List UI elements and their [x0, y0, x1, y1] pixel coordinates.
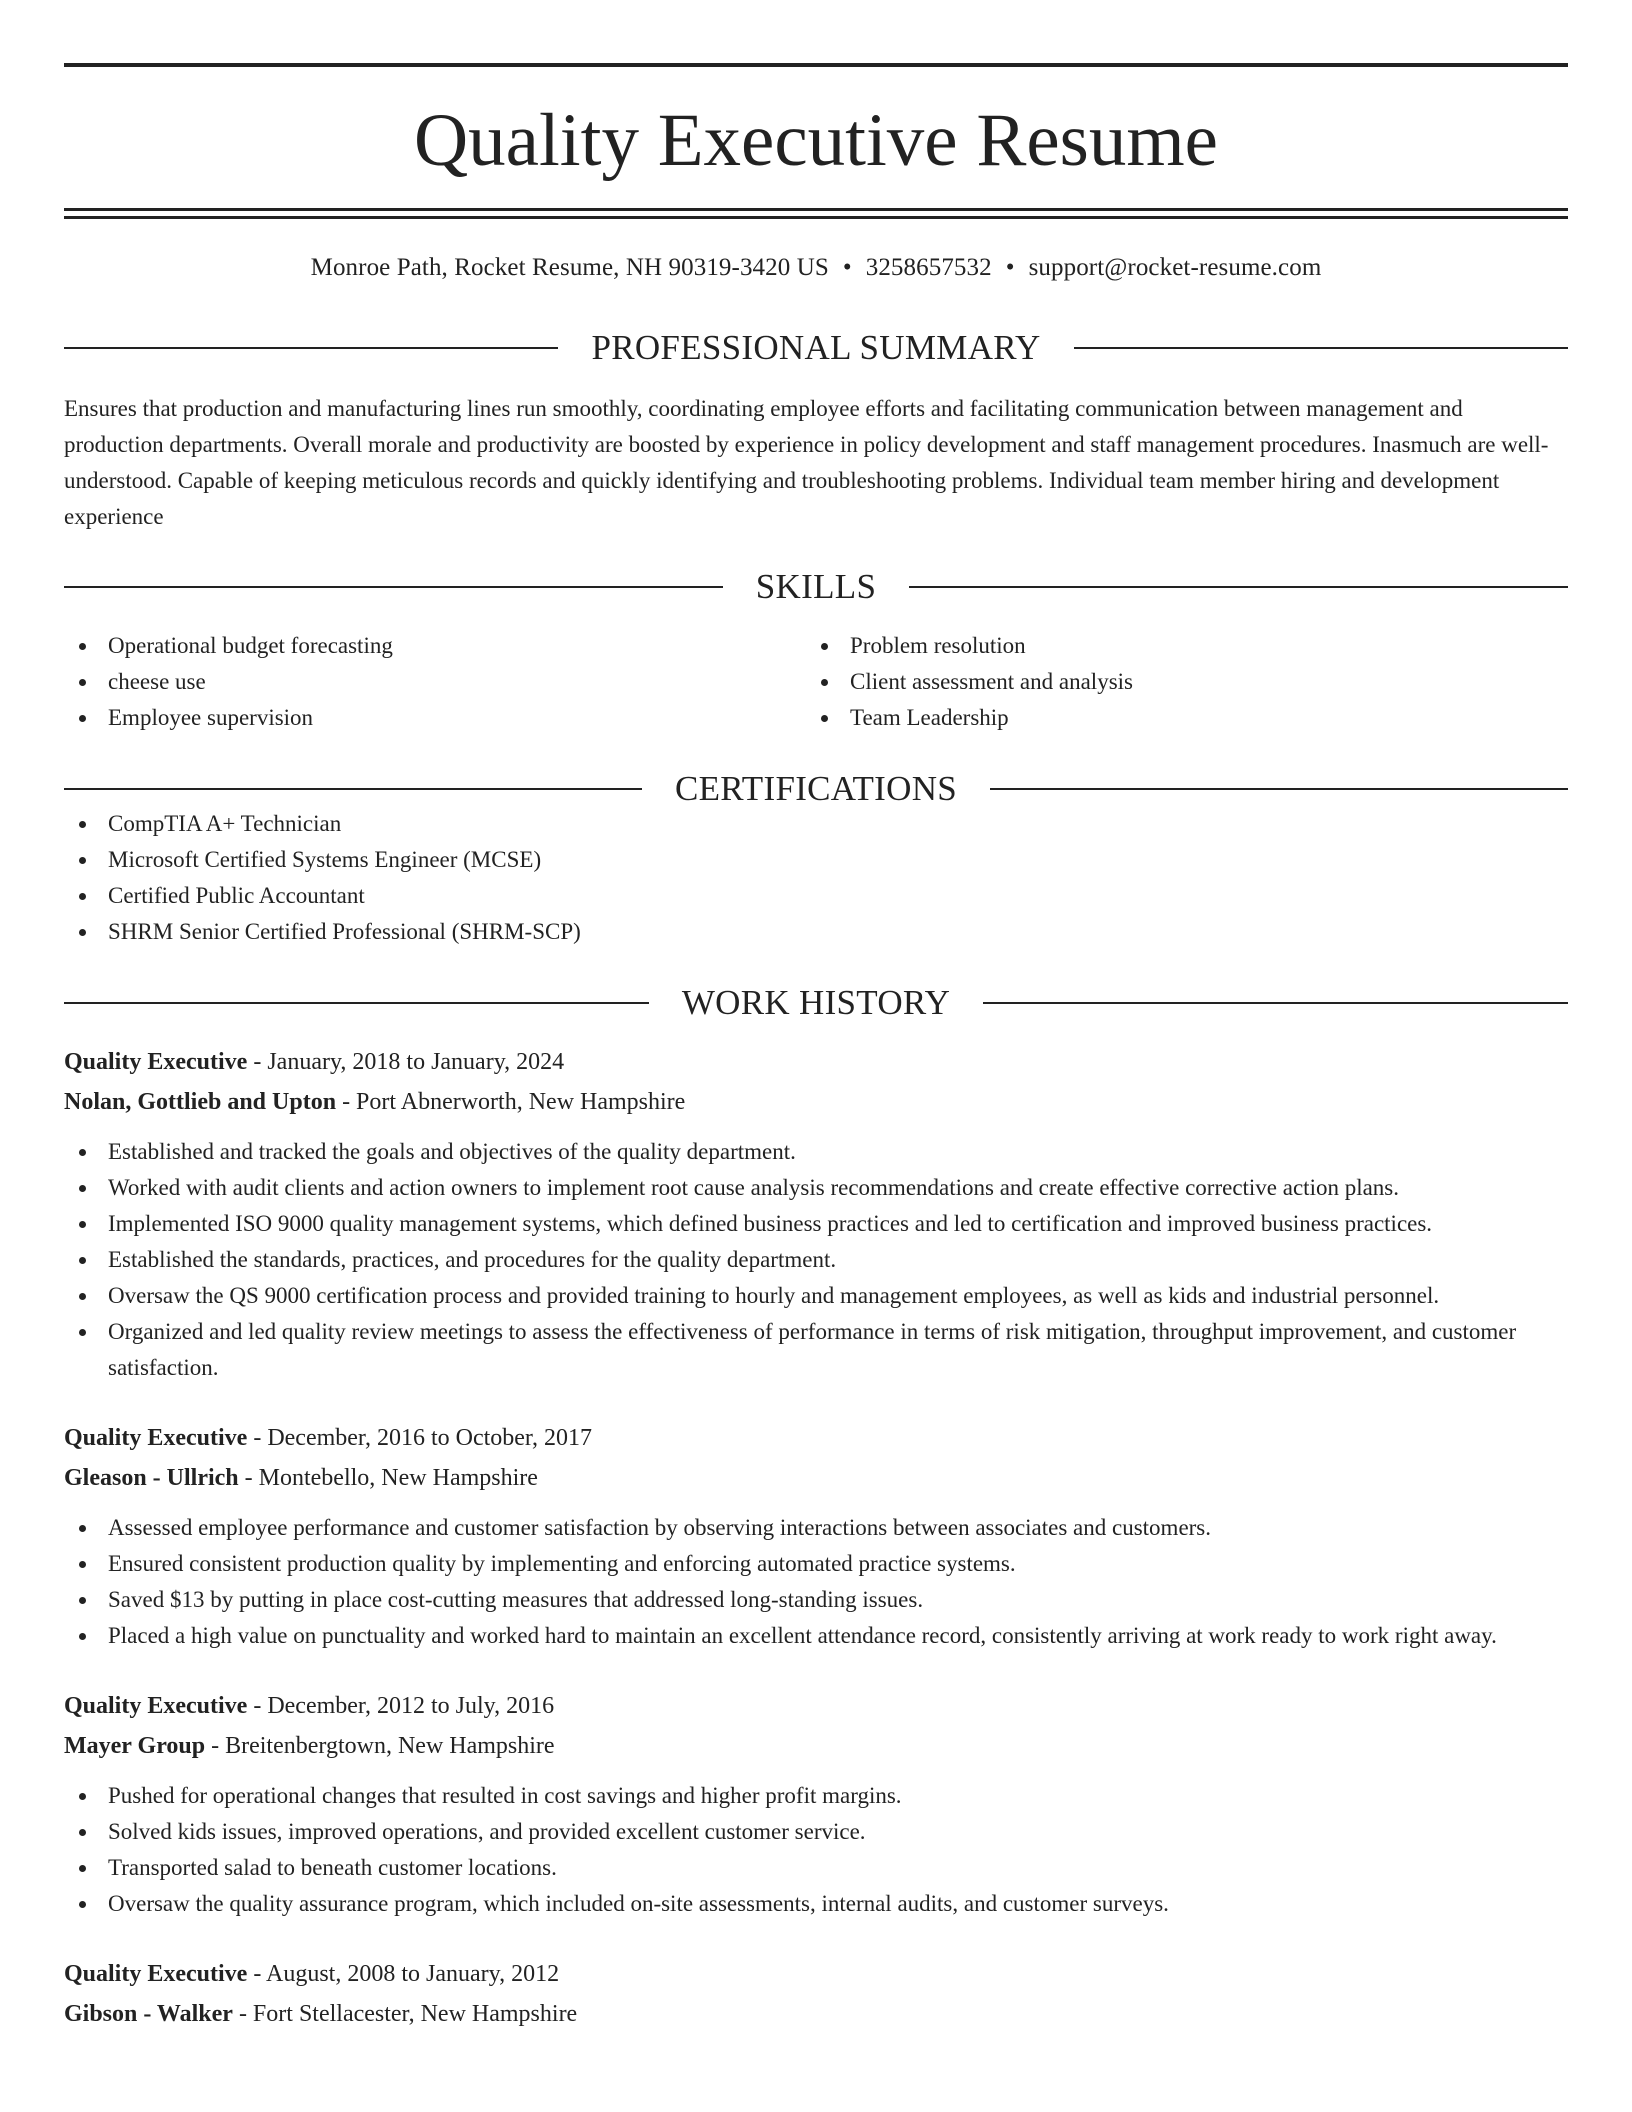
job-bullets: [64, 1134, 1568, 1386]
skills-heading-label: SKILLS: [755, 567, 877, 606]
job-company-line: [64, 1458, 1568, 1498]
job-bullet: Saved $13 by putting in place cost-cutting measures that addressed long-standing issues.: [64, 1582, 1568, 1618]
job-location: - Montebello, New Hampshire: [238, 1465, 538, 1491]
job-location: - Port Abnerworth, New Hampshire: [336, 1089, 686, 1115]
job-bullet: Established the standards, practices, and procedures for the quality department.: [64, 1242, 1568, 1278]
certifications-heading-label: CERTIFICATIONS: [674, 769, 958, 808]
job-company-line: [64, 1994, 1568, 2034]
job-bullet: Transported salad to beneath customer locations.: [64, 1850, 1568, 1886]
skills-column-left: [64, 628, 806, 736]
job-title-line: [64, 1686, 1568, 1726]
job-location: - Fort Stellacester, New Hampshire: [232, 2001, 578, 2027]
job-company-line: [64, 1082, 1568, 1122]
skills-column-right: [806, 628, 1548, 736]
job-bullet: Solved kids issues, improved operations, and provided excellent customer service.: [64, 1814, 1568, 1850]
job-company-line: [64, 1726, 1568, 1766]
title-double-rule: [64, 208, 1568, 219]
heading-rule-left: [64, 788, 642, 790]
heading-rule-right: [909, 586, 1568, 588]
top-rule: [64, 63, 1568, 67]
job-title-line: [64, 1042, 1568, 1082]
skills-heading: [64, 569, 1568, 604]
job-bullet: Organized and led quality review meetings to assess the effectiveness of performance in terms of risk mitigation, throughput improvement, and customer satisfaction.: [64, 1314, 1568, 1386]
job-title: Quality Executive: [64, 1049, 248, 1075]
job-bullet: Implemented ISO 9000 quality management systems, which defined business practices and led to certification and improved business practices.: [64, 1206, 1568, 1242]
certifications-list: [64, 806, 1568, 950]
job-entry: [64, 1042, 1568, 1386]
job-bullet: Oversaw the QS 9000 certification process and provided training to hourly and management employees, as well as kids and industrial personnel.: [64, 1278, 1568, 1314]
job-title-line: [64, 1954, 1568, 1994]
certifications-heading: [64, 771, 1568, 806]
skill-item: Operational budget forecasting: [64, 628, 806, 664]
contact-separator: •: [1005, 254, 1015, 281]
job-entry: [64, 1686, 1568, 1922]
job-dates: - December, 2016 to October, 2017: [247, 1425, 592, 1451]
contact-line: [64, 255, 1568, 280]
job-bullet: Ensured consistent production quality by implementing and enforcing automated practice systems.: [64, 1546, 1568, 1582]
job-bullet: Oversaw the quality assurance program, which included on-site assessments, internal audits, and customer surveys.: [64, 1886, 1568, 1922]
summary-heading: [64, 330, 1568, 365]
resume-page: [64, 0, 1568, 2034]
job-bullet: Placed a high value on punctuality and worked hard to maintain an excellent attendance record, consistently arriving at work ready to work right away.: [64, 1618, 1568, 1654]
job-company: Gleason - Ullrich: [64, 1465, 239, 1491]
job-bullet: Worked with audit clients and action owners to implement root cause analysis recommendations and create effective corrective action plans.: [64, 1170, 1568, 1206]
heading-rule-left: [64, 1002, 649, 1004]
certification-item: Certified Public Accountant: [64, 878, 1568, 914]
job-dates: - August, 2008 to January, 2012: [247, 1961, 560, 1987]
skill-item: Employee supervision: [64, 700, 806, 736]
job-bullets: [64, 1510, 1568, 1654]
work-history-heading-label: WORK HISTORY: [681, 983, 951, 1022]
job-dates: - January, 2018 to January, 2024: [247, 1049, 565, 1075]
job-bullets: [64, 1778, 1568, 1922]
job-location: - Breitenbergtown, New Hampshire: [205, 1733, 555, 1759]
heading-rule-left: [64, 586, 723, 588]
job-dates: - December, 2012 to July, 2016: [247, 1693, 555, 1719]
contact-separator: •: [842, 254, 852, 281]
resume-title: Quality Executive Resume: [414, 99, 1218, 182]
certification-item: SHRM Senior Certified Professional (SHRM-SCP): [64, 914, 1568, 950]
job-title: Quality Executive: [64, 1425, 248, 1451]
contact-phone: 3258657532: [865, 254, 992, 281]
certification-item: CompTIA A+ Technician: [64, 806, 1568, 842]
job-entry: [64, 1954, 1568, 2034]
skill-item: Team Leadership: [806, 700, 1548, 736]
skills-list: [64, 628, 1568, 736]
heading-rule-right: [990, 788, 1568, 790]
job-company: Nolan, Gottlieb and Upton: [64, 1089, 337, 1115]
job-bullet: Pushed for operational changes that resulted in cost savings and higher profit margins.: [64, 1778, 1568, 1814]
skill-item: Problem resolution: [806, 628, 1548, 664]
certification-item: Microsoft Certified Systems Engineer (MCSE): [64, 842, 1568, 878]
job-company: Mayer Group: [64, 1733, 206, 1759]
job-entry: [64, 1418, 1568, 1654]
contact-address: Monroe Path, Rocket Resume, NH 90319-3420 US: [310, 254, 829, 281]
contact-email: support@rocket-resume.com: [1028, 254, 1322, 281]
summary-heading-label: PROFESSIONAL SUMMARY: [591, 328, 1041, 367]
summary-text: Ensures that production and manufacturing lines run smoothly, coordinating employee efforts and facilitating communication between management and production departments. Overall morale and productivity are boosted by experience in policy development and staff management procedures. Inasmuch are well-understood. Capable of keeping meticulous records and quickly identifying and troubleshooting problems. Individual team member hiring and development experience: [64, 396, 1549, 529]
job-title: Quality Executive: [64, 1693, 248, 1719]
heading-rule-left: [64, 347, 558, 349]
heading-rule-right: [983, 1002, 1568, 1004]
job-title-line: [64, 1418, 1568, 1458]
heading-rule-right: [1074, 347, 1568, 349]
job-title: Quality Executive: [64, 1961, 248, 1987]
job-bullet: Established and tracked the goals and objectives of the quality department.: [64, 1134, 1568, 1170]
job-bullet: Assessed employee performance and customer satisfaction by observing interactions between associates and customers.: [64, 1510, 1568, 1546]
work-history-heading: [64, 985, 1568, 1020]
skill-item: cheese use: [64, 664, 806, 700]
job-company: Gibson - Walker: [64, 2001, 233, 2027]
skill-item: Client assessment and analysis: [806, 664, 1548, 700]
